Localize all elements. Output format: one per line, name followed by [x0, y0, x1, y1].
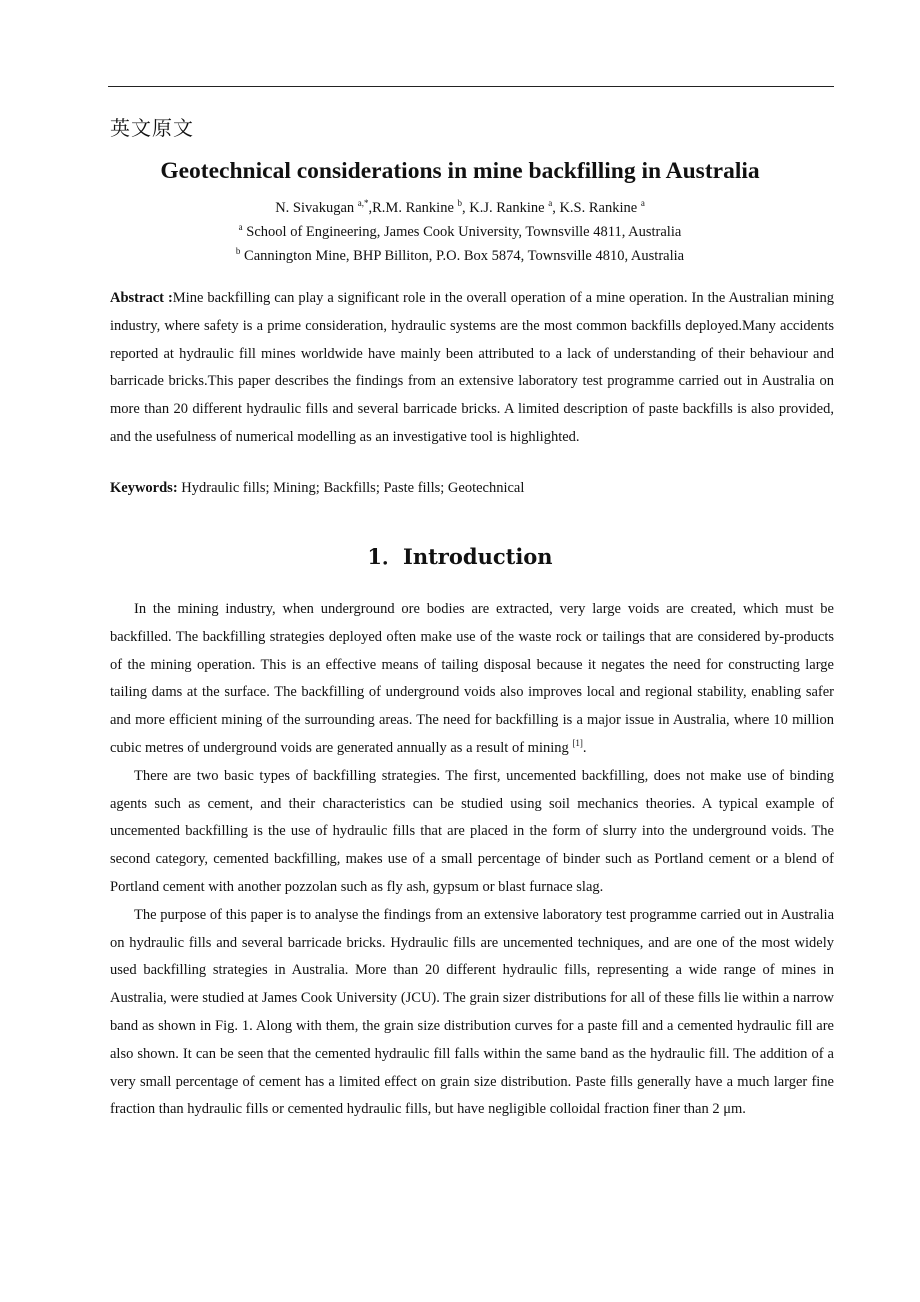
author-affiliation-mark: a — [548, 198, 553, 209]
section-heading: 1．Introduction — [367, 544, 553, 569]
author-affiliation-mark: b — [457, 198, 463, 209]
abstract-label: Abstract : — [110, 290, 173, 306]
author-affiliation-mark: a,* — [357, 198, 369, 209]
citation-ref: [1] — [572, 738, 583, 749]
paragraph-text: In the mining industry, when underground ore bodies are extracted, very large voids are created, which must be backfilled. The backfilling strategies deployed often make use of the waste rock or tailings that are considered by-products of the mining operation. This is an effective means of tailing disposal because it negates the need for constructing large tailing dams at the surface. The backfilling of underground voids also improves local and regional stability, enabling safer and more efficient mining of the surrounding areas. The need for backfilling is a major issue in Australia, where 10 million cubic metres of underground voids are generated annually as a result of mining — [110, 601, 834, 756]
affiliation-text: Cannington Mine, BHP Billiton, P.O. Box 5874, Townsville 4810, Australia — [244, 248, 685, 264]
author-affiliation-mark: a — [640, 198, 645, 209]
affiliation-mark: a — [238, 222, 243, 233]
affiliation-mark: b — [235, 246, 241, 257]
abstract-text: Mine backfilling can play a significant role in the overall operation of a mine operation. In the Australian mining industry, where safety is a prime consideration, hydraulic systems are the most common backfills deployed.Many accidents reported at hydraulic fill mines worldwide have mainly been attributed to a lack of understanding of their behaviour and barricade bricks.This paper describes the findings from an extensive laboratory test programme carried out in Australia on more than 20 different hydraulic fills and several barricade bricks. A limited description of paste backfills is also provided, and the usefulness of numerical modelling as an investigative tool is highlighted. — [110, 290, 834, 445]
affiliation-a — [0, 224, 920, 241]
paragraph — [110, 596, 834, 763]
abstract — [110, 285, 834, 452]
paragraph: There are two basic types of backfilling strategies. The first, uncemented backfilling, does not make use of binding agents such as cement, and their characteristics can be studied using soil mechanics theories. A typical example of uncemented backfilling is the use of hydraulic fills that are placed in the form of slurry into the underground voids. The second category, cemented backfilling, makes use of a small percentage of binder such as Portland cement or a blend of Portland cement with another pozzolan such as fly ash, gypsum or blast furnace slag. — [110, 767, 834, 895]
affiliation-b — [0, 248, 920, 265]
keywords-text: Hydraulic fills; Mining; Backfills; Paste fills; Geotechnical — [177, 480, 525, 496]
keywords — [110, 480, 834, 497]
author-list — [0, 200, 920, 217]
paragraph: The purpose of this paper is to analyse the findings from an extensive laboratory test programme carried out in Australia on hydraulic fills and several barricade bricks. Hydraulic fills are uncemented techniques, and are one of the most widely used backfilling strategies in Australia. More than 20 different hydraulic fills, representing a wide range of mines in Australia, were studied at James Cook University (JCU). The grain sizer distributions for all of these fills lie within a narrow band as shown in Fig. 1. Along with them, the grain size distribution curves for a paste fill and a cemented hydraulic fill are also shown. It can be seen that the cemented hydraulic fill falls within the same band as the hydraulic fill. The addition of a very small percentage of cement has a limited effect on grain size distribution. Paste fills generally have a much larger fine fraction than hydraulic fills or cemented hydraulic fills, but have negligible colloidal fraction finer than 2 μm. — [110, 906, 834, 1118]
section-label: 英文原文 — [110, 116, 194, 140]
paragraph-end: . — [582, 739, 587, 756]
author-name: , K.J. Rankine — [462, 200, 549, 216]
paper-title: Geotechnical considerations in mine backfilling in Australia — [160, 158, 760, 184]
author-name: N. Sivakugan — [275, 200, 358, 216]
author-name: , K.S. Rankine — [552, 200, 641, 216]
keywords-label: Keywords: — [110, 480, 178, 496]
header-rule — [108, 86, 834, 87]
author-name: ,R.M. Rankine — [368, 200, 458, 216]
body-text — [110, 596, 834, 1124]
affiliation-text: School of Engineering, James Cook University, Townsville 4811, Australia — [246, 224, 682, 240]
